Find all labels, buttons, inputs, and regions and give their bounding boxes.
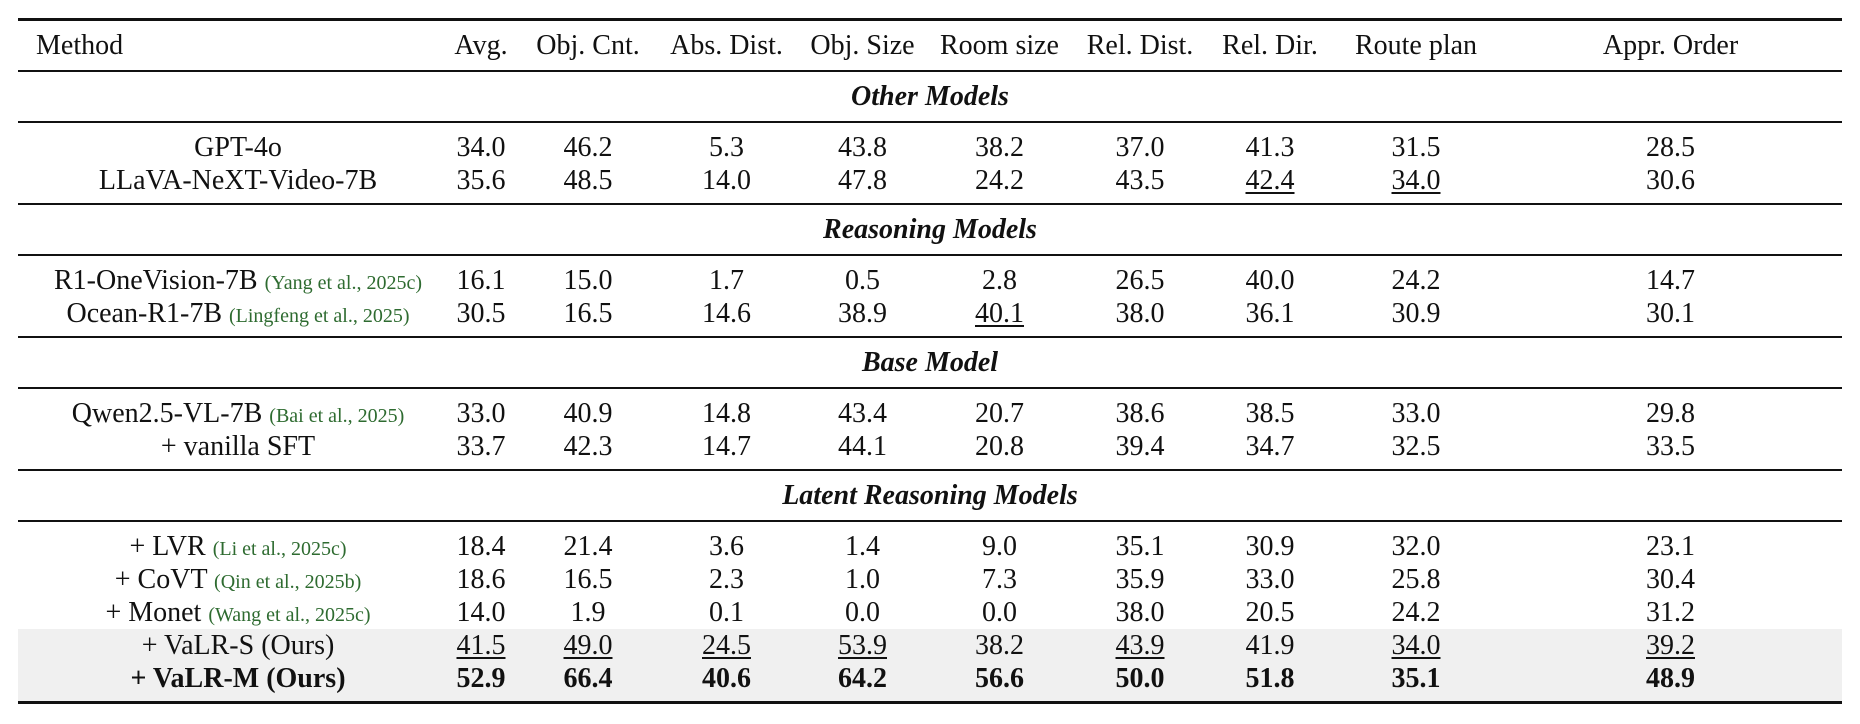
method-name: + CoVT	[114, 563, 208, 595]
table-row	[18, 662, 1842, 703]
method-name: LLaVA-NeXT-Video-7B	[98, 164, 378, 196]
value-text: 38.5	[1245, 397, 1295, 429]
value-text: 14.6	[702, 297, 751, 329]
value-cell	[1073, 388, 1207, 430]
citation-link[interactable]: (Wang et al., 2025c)	[208, 603, 371, 626]
method-name: + LVR	[129, 530, 206, 562]
value-text: 3.6	[709, 530, 744, 562]
value-cell	[522, 596, 654, 629]
results-table	[18, 18, 1842, 704]
value-text: 38.6	[1115, 397, 1165, 429]
value-text: 24.5	[702, 629, 751, 661]
value-text: 7.3	[982, 563, 1017, 595]
method-name: GPT-4o	[194, 131, 282, 163]
value-cell	[926, 563, 1073, 596]
value-cell	[522, 521, 654, 563]
value-text: 14.7	[702, 430, 751, 462]
value-cell	[1499, 122, 1842, 164]
value-cell	[440, 563, 522, 596]
value-text: 20.5	[1245, 596, 1295, 628]
value-text: 30.9	[1245, 530, 1295, 562]
value-cell	[1333, 596, 1499, 629]
value-cell	[654, 521, 799, 563]
method-cell	[18, 164, 440, 204]
value-text: 1.7	[709, 264, 744, 296]
value-text: 16.5	[563, 297, 613, 329]
table-body	[18, 71, 1842, 703]
method-cell	[18, 521, 440, 563]
value-cell	[1333, 430, 1499, 470]
value-text: 48.5	[563, 164, 613, 196]
value-cell	[522, 430, 654, 470]
table-row	[18, 164, 1842, 204]
value-text: 43.9	[1115, 629, 1165, 661]
value-text: 41.3	[1245, 131, 1295, 163]
value-text: 24.2	[975, 164, 1024, 196]
value-cell	[440, 596, 522, 629]
value-text: 38.0	[1115, 596, 1165, 628]
method-cell	[18, 255, 440, 297]
value-text: 31.2	[1646, 596, 1695, 628]
value-text: 20.8	[975, 430, 1024, 462]
value-cell	[654, 164, 799, 204]
value-cell	[522, 629, 654, 662]
section-title: Other Models	[18, 71, 1842, 122]
value-text: 53.9	[838, 629, 887, 661]
value-text: 43.4	[838, 397, 887, 429]
value-text: 40.6	[702, 662, 751, 694]
value-cell	[440, 255, 522, 297]
value-cell	[522, 388, 654, 430]
value-cell	[1499, 164, 1842, 204]
value-cell	[1499, 388, 1842, 430]
value-cell	[522, 122, 654, 164]
value-text: 34.0	[1391, 164, 1441, 196]
value-text: 39.4	[1115, 430, 1165, 462]
col-header-obj-size: Obj. Size	[810, 29, 915, 61]
value-cell	[1499, 596, 1842, 629]
header-row	[18, 20, 1842, 72]
value-text: 25.8	[1391, 563, 1441, 595]
value-cell	[1073, 122, 1207, 164]
value-cell	[1207, 122, 1333, 164]
value-text: 34.7	[1245, 430, 1295, 462]
value-text: 14.0	[456, 596, 506, 628]
value-cell	[1333, 563, 1499, 596]
col-header-method: Method	[36, 29, 124, 61]
table-row	[18, 122, 1842, 164]
citation-link[interactable]: (Qin et al., 2025b)	[214, 570, 362, 593]
method-name: + VaLR-M (Ours)	[130, 662, 346, 694]
value-cell	[926, 430, 1073, 470]
value-text: 2.8	[982, 264, 1017, 296]
value-text: 1.9	[570, 596, 606, 628]
value-text: 35.1	[1391, 662, 1441, 694]
value-cell	[1207, 430, 1333, 470]
value-cell	[654, 388, 799, 430]
value-text: 43.5	[1115, 164, 1165, 196]
col-header-room-size: Room size	[940, 29, 1059, 61]
value-cell	[926, 629, 1073, 662]
value-text: 35.1	[1115, 530, 1165, 562]
value-cell	[654, 255, 799, 297]
value-text: 50.0	[1115, 662, 1165, 694]
value-cell	[1073, 430, 1207, 470]
value-text: 47.8	[838, 164, 887, 196]
col-header-obj-cnt: Obj. Cnt.	[536, 29, 640, 61]
value-cell	[440, 122, 522, 164]
method-cell	[18, 563, 440, 596]
value-text: 33.5	[1646, 430, 1695, 462]
value-text: 42.3	[563, 430, 613, 462]
table-row	[18, 521, 1842, 563]
value-cell	[1499, 521, 1842, 563]
value-cell	[799, 629, 926, 662]
value-text: 51.8	[1245, 662, 1295, 694]
col-header-route-plan: Route plan	[1354, 29, 1478, 61]
value-text: 28.5	[1646, 131, 1695, 163]
value-cell	[440, 164, 522, 204]
table-row	[18, 388, 1842, 430]
value-text: 0.5	[845, 264, 880, 296]
value-cell	[1207, 662, 1333, 703]
value-cell	[926, 521, 1073, 563]
value-cell	[654, 563, 799, 596]
value-text: 36.1	[1245, 297, 1295, 329]
value-cell	[1333, 255, 1499, 297]
value-cell	[1073, 255, 1207, 297]
table-row	[18, 430, 1842, 470]
value-cell	[1499, 297, 1842, 337]
value-text: 15.0	[563, 264, 613, 296]
value-text: 34.0	[456, 131, 506, 163]
table-row	[18, 255, 1842, 297]
value-text: 33.0	[1391, 397, 1441, 429]
value-text: 64.2	[838, 662, 887, 694]
value-cell	[440, 629, 522, 662]
value-text: 40.1	[975, 297, 1024, 329]
method-name: R1-OneVision-7B	[53, 264, 258, 296]
value-text: 33.0	[1245, 563, 1295, 595]
value-text: 42.4	[1245, 164, 1295, 196]
value-cell	[1499, 563, 1842, 596]
value-text: 56.6	[975, 662, 1024, 694]
value-text: 1.4	[845, 530, 880, 562]
col-header-rel-dist: Rel. Dist.	[1086, 29, 1194, 61]
citation-link[interactable]: (Bai et al., 2025)	[269, 404, 405, 427]
value-text: 30.4	[1646, 563, 1695, 595]
value-cell	[1207, 521, 1333, 563]
value-cell	[440, 430, 522, 470]
value-cell	[1207, 164, 1333, 204]
value-cell	[1073, 563, 1207, 596]
value-cell	[926, 596, 1073, 629]
value-cell	[926, 662, 1073, 703]
value-cell	[522, 164, 654, 204]
value-cell	[1499, 255, 1842, 297]
value-cell	[1499, 662, 1842, 703]
value-cell	[1073, 629, 1207, 662]
value-cell	[799, 255, 926, 297]
value-text: 5.3	[709, 131, 744, 163]
value-cell	[1207, 297, 1333, 337]
value-text: 0.1	[709, 596, 744, 628]
value-cell	[1499, 629, 1842, 662]
citation-link[interactable]: (Lingfeng et al., 2025)	[229, 304, 410, 327]
value-text: 20.7	[975, 397, 1024, 429]
value-cell	[1073, 662, 1207, 703]
value-cell	[1207, 596, 1333, 629]
value-cell	[799, 662, 926, 703]
value-cell	[799, 388, 926, 430]
value-cell	[1207, 388, 1333, 430]
value-cell	[926, 122, 1073, 164]
value-text: 46.2	[563, 131, 613, 163]
table-row	[18, 297, 1842, 337]
value-text: 39.2	[1646, 629, 1695, 661]
col-header-abs-dist: Abs. Dist.	[670, 29, 783, 61]
value-cell	[654, 629, 799, 662]
col-header-appr-order: Appr. Order	[1602, 29, 1739, 61]
value-text: 31.5	[1391, 131, 1441, 163]
value-text: 30.5	[456, 297, 506, 329]
value-text: 23.1	[1646, 530, 1695, 562]
value-cell	[926, 255, 1073, 297]
value-cell	[1333, 122, 1499, 164]
value-cell	[1333, 388, 1499, 430]
value-text: 16.5	[563, 563, 613, 595]
section-header-row	[18, 337, 1842, 388]
value-cell	[799, 297, 926, 337]
value-text: 14.8	[702, 397, 751, 429]
section-header-row	[18, 204, 1842, 255]
value-text: 35.9	[1115, 563, 1165, 595]
value-text: 2.3	[709, 563, 744, 595]
value-text: 0.0	[845, 596, 880, 628]
table-row	[18, 563, 1842, 596]
method-name: + Monet	[105, 596, 202, 628]
value-text: 32.5	[1391, 430, 1441, 462]
value-text: 44.1	[838, 430, 887, 462]
value-cell	[1207, 563, 1333, 596]
value-cell	[926, 388, 1073, 430]
value-cell	[1073, 596, 1207, 629]
value-cell	[1499, 430, 1842, 470]
section-title: Reasoning Models	[18, 204, 1842, 255]
value-cell	[1333, 662, 1499, 703]
value-text: 38.2	[975, 131, 1024, 163]
value-text: 40.9	[563, 397, 613, 429]
value-text: 26.5	[1115, 264, 1165, 296]
value-cell	[799, 122, 926, 164]
value-text: 32.0	[1391, 530, 1441, 562]
value-text: 9.0	[982, 530, 1017, 562]
method-name: Ocean-R1-7B	[66, 297, 222, 329]
value-cell	[654, 430, 799, 470]
value-cell	[1333, 629, 1499, 662]
section-title: Latent Reasoning Models	[18, 470, 1842, 521]
value-text: 14.7	[1646, 264, 1695, 296]
value-cell	[1073, 297, 1207, 337]
value-text: 66.4	[563, 662, 613, 694]
value-cell	[440, 521, 522, 563]
value-cell	[1333, 164, 1499, 204]
section-header-row	[18, 71, 1842, 122]
value-cell	[799, 521, 926, 563]
value-text: 33.7	[456, 430, 506, 462]
value-text: 24.2	[1391, 264, 1441, 296]
section-header-row	[18, 470, 1842, 521]
value-text: 1.0	[845, 563, 880, 595]
value-cell	[799, 596, 926, 629]
value-text: 21.4	[563, 530, 613, 562]
value-text: 41.5	[456, 629, 506, 661]
value-text: 41.9	[1245, 629, 1295, 661]
value-cell	[1073, 164, 1207, 204]
value-text: 43.8	[838, 131, 887, 163]
value-text: 30.1	[1646, 297, 1695, 329]
col-header-rel-dir: Rel. Dir.	[1222, 29, 1318, 61]
value-text: 38.0	[1115, 297, 1165, 329]
value-text: 40.0	[1245, 264, 1295, 296]
value-cell	[1333, 297, 1499, 337]
method-cell	[18, 297, 440, 337]
method-cell	[18, 122, 440, 164]
value-cell	[522, 563, 654, 596]
value-text: 49.0	[563, 629, 613, 661]
value-cell	[926, 164, 1073, 204]
value-text: 34.0	[1391, 629, 1441, 661]
value-cell	[440, 662, 522, 703]
method-name: + vanilla SFT	[160, 430, 316, 462]
method-cell	[18, 629, 440, 662]
value-cell	[654, 662, 799, 703]
col-header-avg: Avg.	[454, 29, 508, 61]
value-cell	[799, 563, 926, 596]
method-name: Qwen2.5-VL-7B	[71, 397, 263, 429]
method-cell	[18, 596, 440, 629]
method-name: + VaLR-S (Ours)	[141, 629, 335, 661]
value-text: 30.6	[1646, 164, 1695, 196]
value-cell	[440, 388, 522, 430]
value-cell	[1333, 521, 1499, 563]
citation-link[interactable]: (Yang et al., 2025c)	[264, 271, 423, 294]
value-cell	[522, 255, 654, 297]
table-row	[18, 629, 1842, 662]
value-cell	[926, 297, 1073, 337]
value-cell	[522, 297, 654, 337]
value-text: 48.9	[1646, 662, 1695, 694]
value-text: 35.6	[456, 164, 506, 196]
value-text: 33.0	[456, 397, 506, 429]
value-text: 30.9	[1391, 297, 1441, 329]
value-text: 37.0	[1115, 131, 1165, 163]
table-row	[18, 596, 1842, 629]
value-text: 0.0	[982, 596, 1017, 628]
value-text: 52.9	[456, 662, 506, 694]
value-cell	[654, 596, 799, 629]
value-cell	[1207, 629, 1333, 662]
value-cell	[654, 297, 799, 337]
method-cell	[18, 430, 440, 470]
value-text: 18.6	[456, 563, 506, 595]
method-cell	[18, 388, 440, 430]
value-text: 38.2	[975, 629, 1024, 661]
value-text: 24.2	[1391, 596, 1441, 628]
value-cell	[1207, 255, 1333, 297]
value-text: 29.8	[1646, 397, 1695, 429]
value-cell	[799, 430, 926, 470]
value-cell	[654, 122, 799, 164]
value-text: 14.0	[702, 164, 751, 196]
value-text: 16.1	[456, 264, 506, 296]
results-table-container	[18, 18, 1842, 704]
value-cell	[1073, 521, 1207, 563]
section-title: Base Model	[18, 337, 1842, 388]
value-cell	[799, 164, 926, 204]
citation-link[interactable]: (Li et al., 2025c)	[212, 537, 347, 560]
method-cell	[18, 662, 440, 703]
value-text: 18.4	[456, 530, 506, 562]
value-cell	[522, 662, 654, 703]
value-cell	[440, 297, 522, 337]
value-text: 38.9	[838, 297, 887, 329]
